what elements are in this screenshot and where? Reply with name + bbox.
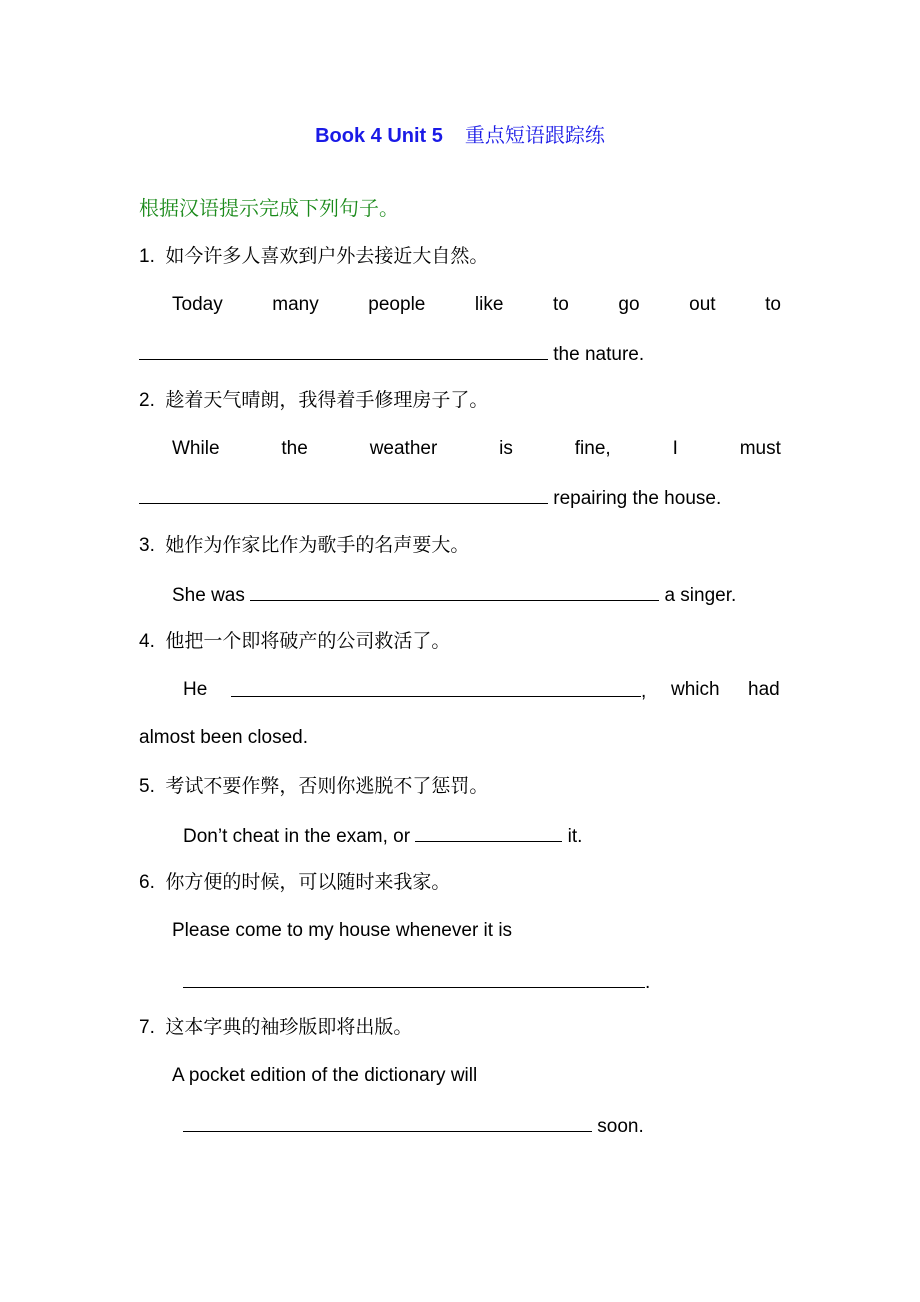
q-number: 3.	[139, 535, 155, 556]
question-7	[139, 1016, 412, 1040]
q-text: the nature.	[553, 344, 645, 365]
q-number: 7.	[139, 1017, 155, 1038]
q-chinese: 他把一个即将破产的公司救活了。	[165, 631, 451, 652]
q-chinese: 这本字典的袖珍版即将出版。	[165, 1017, 413, 1038]
word: I	[672, 438, 678, 459]
q-chinese: 考试不要作弊，否则你逃脱不了惩罚。	[165, 776, 489, 797]
q1-line1	[172, 293, 781, 317]
word: many	[272, 294, 319, 315]
q4-line1	[183, 678, 207, 702]
q-number: 4.	[139, 631, 155, 652]
word: like	[474, 294, 504, 315]
title-zh: 重点短语跟踪练	[464, 125, 605, 147]
q-text: She was	[172, 585, 245, 606]
q7-line1: A pocket edition of the dictionary will	[172, 1065, 478, 1086]
q7-line2	[183, 1113, 644, 1139]
q4-blank-line	[231, 678, 646, 704]
q4-line2: almost been closed.	[139, 727, 308, 748]
q-number: 2.	[139, 390, 155, 411]
word: go	[618, 294, 640, 315]
question-2	[139, 389, 488, 413]
q-number: 5.	[139, 776, 155, 797]
question-5	[139, 775, 488, 799]
answer-blank[interactable]	[231, 678, 641, 697]
answer-blank[interactable]	[139, 341, 548, 360]
question-3	[139, 534, 469, 558]
q6-line1: Please come to my house whenever it is	[172, 920, 513, 941]
q-text: a singer.	[664, 585, 737, 606]
q-text: Don’t cheat in the exam, or	[183, 826, 411, 847]
q-chinese: 你方便的时候，可以随时来我家。	[165, 872, 451, 893]
page-title	[0, 124, 920, 148]
q-chinese: 她作为作家比作为歌手的名声要大。	[165, 535, 470, 556]
q6-line2	[183, 969, 650, 995]
q-text: soon.	[597, 1116, 644, 1137]
word: fine,	[574, 438, 611, 459]
question-6	[139, 871, 450, 895]
q-text: it.	[567, 826, 583, 847]
q2-line1	[172, 437, 781, 461]
q-chinese: 趁着天气晴朗，我得着手修理房子了。	[165, 390, 489, 411]
q5-line1	[183, 823, 582, 849]
q-text: repairing the house.	[553, 488, 722, 509]
q1-line2	[139, 341, 644, 367]
q2-line2	[139, 485, 721, 511]
word: to	[765, 294, 781, 315]
question-1	[139, 245, 488, 269]
answer-blank[interactable]	[250, 582, 659, 601]
word: weather	[369, 438, 438, 459]
title-en: Book 4 Unit 5	[315, 125, 443, 147]
word: people	[368, 294, 426, 315]
word: which	[671, 679, 720, 700]
q-number: 6.	[139, 872, 155, 893]
answer-blank[interactable]	[183, 1113, 592, 1132]
q3-line1	[172, 582, 736, 608]
word: must	[739, 438, 781, 459]
word: Today	[172, 294, 223, 315]
word: to	[553, 294, 569, 315]
q-text: .	[645, 972, 651, 993]
word: He	[183, 679, 208, 700]
answer-blank[interactable]	[415, 823, 562, 842]
answer-blank[interactable]	[139, 485, 548, 504]
word: out	[689, 294, 716, 315]
instruction: 根据汉语提示完成下列句子。	[139, 198, 399, 220]
q-number: 1.	[139, 246, 155, 267]
q-chinese: 如今许多人喜欢到户外去接近大自然。	[165, 246, 489, 267]
word: While	[172, 438, 220, 459]
answer-blank[interactable]	[183, 969, 645, 988]
word: is	[499, 438, 513, 459]
word: had	[748, 679, 780, 700]
question-4	[139, 630, 450, 654]
word: ,	[641, 681, 647, 702]
word: the	[281, 438, 308, 459]
